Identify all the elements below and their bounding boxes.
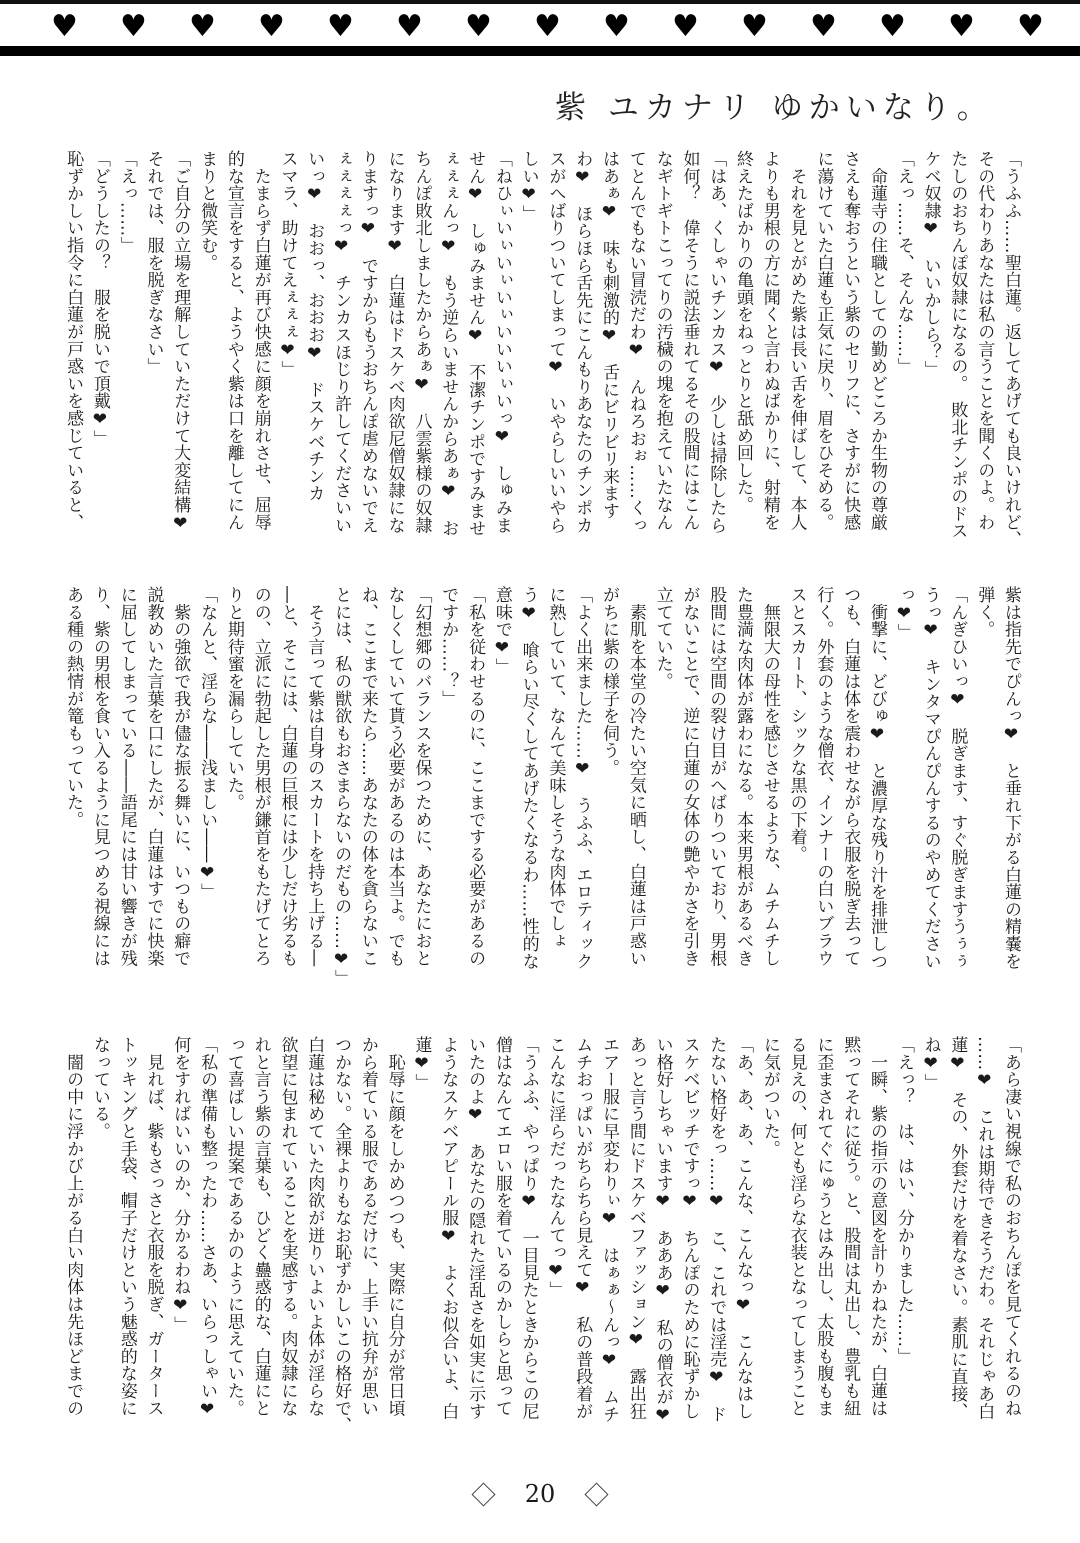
heart-icon: ♥ [51,9,78,44]
text-column: ケベ奴隷❤ いいかしら？」 [920,150,941,378]
text-column: まりと微笑む。 [197,150,218,272]
text-column: ですか……？」 [438,586,459,708]
heart-icon: ♥ [879,9,906,44]
text-column: から着ている服であるだけに、上手い抗弁が思い [357,1036,378,1417]
text-column: 素肌を本堂の冷たい空気に晒し、白蓮は戸惑い [625,586,646,967]
heart-icon: ♥ [189,9,216,44]
text-column: その代わりあなたは私の言うことを聞くのよ。わ [974,150,995,531]
text-column: 無限大の母性を感じさせるような、ムチムチし [759,586,780,967]
text-block-middle [58,586,1024,1024]
text-column: たしのおちんぽ奴隷になるの。 敗北チンポのドス [947,150,968,540]
text-column: 説教めいた言葉を口にしたが、白蓮はすでに快楽 [143,586,164,967]
text-column: ね❤」 [920,1036,941,1091]
text-column: になります❤ 白蓮はドスケベ肉欲尼僧奴隷にな [384,150,405,534]
text-column: 「よく出来ました……❤ うふふ、エロティック [572,586,593,970]
text-column: 「はあ、くしゃいチンカス❤ 少しは掃除したら [706,150,727,534]
text-column: に蕩けていた白蓮も正気に戻り、眉をひそめる。 [813,150,834,531]
text-column: 蓮❤ その、外套だけを着なさい。素肌に直接、 [947,1036,968,1420]
text-column: 的な宣言をすると、ようやく紫は口を離してにん [223,150,244,531]
text-column: いたのよ❤ あなたの隠れた淫乱さを如実に示す [465,1036,486,1420]
text-column: 「ねひぃいぃいぃいぃいいいぃいっ❤ しゅみま [491,150,512,534]
text-column: 見れば、紫もさっさと衣服を脱ぎ、ガータース [143,1036,164,1417]
heart-icon: ♥ [810,9,837,44]
text-column: のの、立派に勃起した男根が鎌首をもたげてとろ [250,586,271,967]
heart-icon: ♥ [465,9,492,44]
heart-icon: ♥ [534,9,561,44]
chapter-title: 紫 ユカナリ ゆかいなり。 [555,90,994,126]
text-column: ちんぽ敗北しましたからあぁ❤ 八雲紫様の奴隷 [411,150,432,534]
text-block-lower [58,1036,1024,1466]
text-column: っ❤」 [893,586,914,641]
text-column: つも、白蓮は体を震わせながら衣服を脱ぎ去って [840,586,861,967]
text-column: に屈してしまっている――語尾には甘い響きが残 [116,586,137,967]
text-column: こんなに淫らだったなんてっ❤」 [545,1036,566,1299]
text-column: に歪まされてぐにゅうとはみ出し、太股も腹もま [813,1036,834,1417]
text-column: 「私の準備も整ったわ……さあ、いらっしゃい❤ [197,1036,218,1420]
text-column: はあぁ❤ 味も刺激的❤ 舌にビリビリ来ます [599,150,620,520]
text-column: 「うふふ……聖白蓮。返してあげても良いけれど、 [1001,150,1021,548]
text-column: 「幻想郷のバランスを保つために、あなたにおと [411,586,432,967]
text-column: りと期待蜜を漏らしていた。 [223,586,244,811]
text-column: なしくしていて貰う必要があるのは本当よ。でも [384,586,405,967]
text-column: それでは、服を脱ぎなさい」 [143,150,164,375]
text-column: 終えたばかりの亀頭をねっとりと舐め回した。 [733,150,754,514]
text-column: てとんでもない冒涜だわ❤ んねろおぉ……くっ [625,150,646,534]
text-column: がないことで、逆に白蓮の女体の艶やかさを引き [679,586,700,967]
heart-icon: ♥ [1017,9,1044,44]
top-border-line [0,0,1080,4]
text-column: ある種の熱情が篭もっていた。 [63,586,84,829]
text-column: 一瞬、紫の指示の意図を計りかねたが、白蓮は [867,1036,888,1417]
text-column: 意味で❤」 [491,586,512,676]
text-column: ようなスケベアピール服❤ よくお似合いよ、白 [438,1036,459,1420]
heart-icon: ♥ [396,9,423,44]
text-column: 恥ずかしい指令に白蓮が戸惑いを感じていると、 [63,150,84,531]
page-number: 20 [524,1480,556,1508]
text-column: ぇぇぇぇっ❤ チンカスほじり許してくださいい [331,150,352,534]
text-column: 「えっ？ は、はい、分かりました……」 [893,1036,914,1365]
text-column: 「えっ……」 [116,150,137,254]
text-block-upper [58,150,1024,570]
text-column: そう言って紫は自身のスカートを持ち上げる― [304,586,325,967]
text-column: 命蓮寺の住職としての勤めどころか生物の尊厳 [867,150,888,531]
text-column: なっている。 [89,1036,110,1140]
text-column: スマラ、助けてえぇぇぇ❤」 [277,150,298,378]
text-column: 「えっ……そ、そんな……」 [893,150,914,375]
text-column: エアー服に早変わりぃ❤ はぁぁ～んっ❤ ムチ [599,1036,620,1423]
diamond-icon [471,1482,495,1506]
text-column: せん❤ しゅみません❤ 不潔チンポですみませ [465,150,486,537]
text-column: よりも男根の方に聞くと言わぬばかりに、射精を [759,150,780,531]
heart-icon: ♥ [741,9,768,44]
text-column: とには、私の獣欲もおさまらないのだもの……❤」 [331,586,352,987]
text-column: スケベビッチですっ❤ ちんぽのために恥ずかし [679,1036,700,1420]
text-column: スがへばりついてしまって❤ いやらしいいやら [545,150,566,534]
text-column: いっ❤ おおっ、おおお❤ ドスケベチンカ [304,150,325,502]
text-column: トッキングと手袋、帽子だけという魅惑的な姿に [116,1036,137,1417]
heart-icon: ♥ [672,9,699,44]
text-column: りますっ❤ ですからもうおちんぽ虐めないでえ [357,150,378,534]
text-column: 「私を従わせるのに、ここまでする必要があるの [465,586,486,967]
text-column: がちに紫の様子を伺う。 [599,586,620,777]
text-column: ムチおっぱいがちらちら見えて❤ 私の普段着が [572,1036,593,1420]
text-column: わ❤ ほらほら舌先にこんもりあなたのチンポカ [572,150,593,534]
page-footer [0,1480,1080,1514]
text-column: たない格好をっ……❤ こ、これでは淫売❤ ド [706,1036,727,1423]
text-column: しい❤」 [518,150,539,223]
text-column: たまらず白蓮が再び快感に顔を崩れさせ、屈辱 [250,150,271,531]
text-column: れと言う紫の言葉も、ひどく蠱惑的な、白蓮にと [250,1036,271,1417]
header-rule [0,46,1080,56]
text-column: り、紫の男根を食い入るように見つめる視線には [89,586,110,967]
text-column: って喜ばしい提案であるかのように思えていた。 [223,1036,244,1417]
heart-border [0,8,1080,46]
text-column: 弾く。 [974,586,995,638]
text-column: つかない。全裸よりもなお恥ずかしいこの格好で、 [331,1036,352,1434]
text-column: 行く。外套のような僧衣、インナーの白いブラウ [813,586,834,967]
text-column: 「んぎひいっ❤ 脱ぎます、すぐ脱ぎますうぅぅ [947,586,968,970]
diamond-icon [585,1482,609,1506]
text-column: 「あ、あ、あ、こんな、こんなっ❤ こんなはし [733,1036,754,1420]
text-column: 闇の中に浮かび上がる白い肉体は先ほどまでの [63,1036,84,1417]
text-column: 立てていた。 [652,586,673,690]
text-column: あっと言う間にドスケベファッション❤ 露出狂 [625,1036,646,1420]
text-column: う❤ 喰らい尽くしてあげたくなるわ……性的な [518,586,539,970]
text-column: 紫の強欲で我が儘な振る舞いに、いつもの癖で [170,586,191,967]
text-column: に気がついた。 [759,1036,780,1158]
text-column: た豊満な肉体が露わになる。本来男根があるべき [733,586,754,967]
heart-icon: ♥ [327,9,354,44]
text-column: 「うふふ、やっぱり❤ 一目見たときからこの尼 [518,1036,539,1420]
text-column: うっ❤ キンタマぴんぴんするのやめてください [920,586,941,970]
text-column: 紫は指先でぴんっ❤ と垂れ下がる白蓮の精嚢を [1001,586,1021,970]
text-column: 恥辱に顔をしかめつつも、実際に自分が常日頃 [384,1036,405,1417]
text-column: 「どうしたの？ 服を脱いで頂戴❤」 [89,150,110,448]
text-column: 「なんと、淫らな――浅ましい――❤」 [197,586,218,901]
text-column: 欲望に包まれていることを実感する。肉奴隷にな [277,1036,298,1417]
text-column: 如何？ 偉そうに説法垂れてるその股間にはこん [679,150,700,531]
text-column: る見えの、何とも淫らな衣装となってしまうこと [786,1036,807,1417]
text-column: 衝撃に、どびゅ❤ と濃厚な残り汁を排泄しつ [867,586,888,970]
text-column: 黙ってそれに従う。と、股間は丸出し、豊乳も紐 [840,1036,861,1417]
text-column: なギトギトこってりの汚穢の塊を抱えていたなん [652,150,673,531]
text-column: 「ご自分の立場を理解していただけて大変結構❤ [170,150,191,534]
text-column: ね、ここまで来たら……あなたの体を貪らないこ [357,586,378,967]
heart-icon: ♥ [258,9,285,44]
heart-icon: ♥ [120,9,147,44]
text-column: 蓮❤」 [411,1036,432,1091]
text-column: い格好しちゃいます❤ あああ❤ 私の僧衣が❤ [652,1036,673,1426]
text-column: 僧はなんてエロい服を着ているのかしらと思って [491,1036,512,1417]
text-column: スとスカート、シックな黒の下着。 [786,586,807,863]
text-column: それを見とがめた紫は長い舌を伸ばして、本人 [786,150,807,531]
text-column: ―と、そこには、白蓮の巨根には少しだけ劣るも [277,586,298,967]
text-column: 白蓮は秘めていた肉欲が迸りいよいよ体が淫らな [304,1036,325,1417]
text-column: ……❤ これは期待できそうだわ。それじゃあ白 [974,1036,995,1420]
text-column: 「あら凄い視線で私のおちんぽを見てくれるのね [1001,1036,1021,1417]
text-column: ぇぇぇんっ❤ もう逆らいませんからあぁ❤ お [438,150,459,537]
heart-icon: ♥ [948,9,975,44]
text-column: さえも奪おうという紫のセリフに、さすがに快感 [840,150,861,531]
text-column: 何をすればいいのか、分かるわね❤」 [170,1036,191,1334]
heart-icon: ♥ [603,9,630,44]
text-column: に熟していて、なんて美味しそうな肉体でしょ [545,586,566,950]
text-column: 股間には空間の裂け目がへばりついており、男根 [706,586,727,967]
